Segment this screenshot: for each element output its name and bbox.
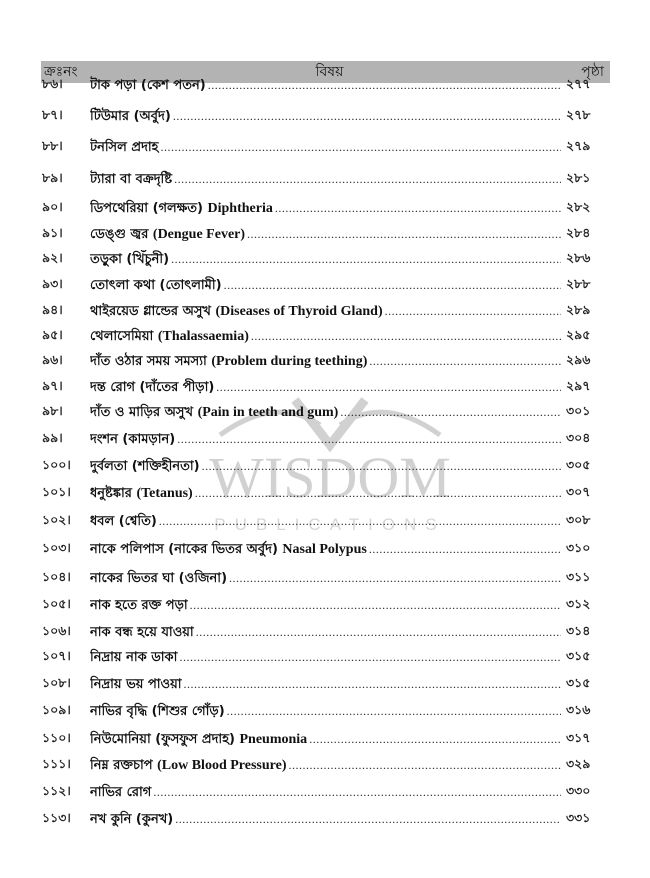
- entry-title: [90, 512, 159, 533]
- entry-number: ১০৩।: [42, 540, 71, 555]
- toc-entry-row[interactable]: [0, 807, 650, 833]
- entry-page-number: ৩০৪: [566, 430, 591, 445]
- entry-title-bengali: নাকে পলিপাস (নাকের ভিতর অর্বুদ): [90, 541, 278, 557]
- entry-title: [90, 596, 190, 617]
- toc-entry-row[interactable]: [0, 537, 650, 563]
- entry-page-number: ৩০১: [566, 403, 591, 418]
- entry-page-number: ২৮৮: [566, 276, 591, 291]
- entry-title-bengali: ডেঙ্গু জ্বর: [90, 226, 149, 242]
- toc-entry-row[interactable]: [0, 135, 650, 161]
- entry-page-number: ৩০৭: [566, 484, 591, 499]
- header-serial-label: ক্রঃনং: [44, 64, 78, 80]
- entry-title: [90, 675, 184, 696]
- entry-title-english: (Thalassaemia): [157, 328, 249, 344]
- toc-entry-row[interactable]: [0, 672, 650, 698]
- entry-title-bengali: দুর্বলতা (শক্তিহীনতা): [90, 458, 200, 474]
- entry-number: ১১০।: [42, 730, 71, 745]
- dot-leader: [179, 650, 561, 665]
- entry-title-bengali: থাইরয়েড গ্লান্ডের অসুখ: [90, 303, 211, 319]
- toc-entry-row[interactable]: [0, 509, 650, 535]
- entry-title-wrap: [90, 225, 561, 246]
- entry-number: ৮৭।: [42, 107, 63, 122]
- entry-title: [90, 540, 369, 561]
- entry-number: ৯০।: [42, 199, 63, 214]
- toc-entry-row[interactable]: [0, 167, 650, 193]
- entry-page-number: ৩১৫: [566, 648, 591, 663]
- entry-title: [90, 225, 247, 246]
- entry-number: ৮৯।: [42, 170, 63, 185]
- entry-title: [90, 783, 153, 804]
- entry-number: ৯৬।: [42, 352, 63, 367]
- entry-title-bengali: দাঁত ও মাড়ির অসুখ: [90, 404, 194, 420]
- entry-title: [90, 702, 227, 723]
- entry-page-number: ২৯৭: [566, 378, 591, 393]
- entry-title-bengali: তোৎলা কথা (তোৎলামী): [90, 277, 222, 293]
- dot-leader: [195, 486, 561, 501]
- entry-number: ১০৮।: [42, 675, 71, 690]
- entry-title-english: Pneumonia: [239, 731, 308, 747]
- entry-title-wrap: [90, 138, 561, 159]
- toc-entry-row[interactable]: [0, 375, 650, 401]
- entry-number: ৮৬।: [42, 76, 63, 91]
- entry-page-number: ২৮২: [566, 199, 591, 214]
- entry-title-wrap: [90, 107, 561, 128]
- entry-title-wrap: [90, 302, 561, 323]
- entry-title-wrap: [90, 250, 561, 271]
- entry-title: [90, 107, 173, 128]
- toc-entry-row[interactable]: [0, 620, 650, 646]
- entry-title-wrap: [90, 648, 561, 669]
- entry-title-wrap: [90, 403, 561, 424]
- entry-title-bengali: টনসিল প্রদাহ: [90, 139, 159, 155]
- entry-title-bengali: টাক পড়া (কেশ পতন): [90, 77, 206, 93]
- toc-entry-row[interactable]: [0, 273, 650, 299]
- entry-page-number: ৩১৭: [566, 730, 591, 745]
- header-page-label: পৃষ্ঠা: [581, 64, 604, 80]
- entry-page-number: ৩৩১: [566, 810, 591, 825]
- entry-title: [90, 378, 216, 399]
- toc-entry-row[interactable]: [0, 593, 650, 619]
- entry-page-number: ৩১৬: [566, 702, 591, 717]
- toc-entry-row[interactable]: [0, 780, 650, 806]
- entry-title-bengali: নিম্ন রক্তচাপ: [90, 757, 153, 773]
- entry-page-number: ২৮৪: [566, 225, 591, 240]
- entry-title: [90, 250, 171, 271]
- entry-page-number: ৩২৯: [566, 756, 591, 771]
- toc-entry-row[interactable]: [0, 645, 650, 671]
- dot-leader: [173, 109, 561, 124]
- entry-title: [90, 569, 229, 590]
- entry-number: ৯৩।: [42, 276, 63, 291]
- entry-title-wrap: [90, 596, 561, 617]
- entry-page-number: ৩০৮: [566, 512, 591, 527]
- toc-entry-row[interactable]: [0, 104, 650, 130]
- toc-entry-row[interactable]: [0, 196, 650, 222]
- entry-title-wrap: [90, 702, 561, 723]
- watermark-brand: WISDOM: [209, 445, 451, 510]
- dot-leader: [216, 380, 561, 395]
- entry-page-number: ২৯৫: [566, 327, 591, 342]
- toc-entry-row[interactable]: [0, 400, 650, 426]
- entry-title-wrap: [90, 352, 561, 373]
- entry-page-number: ২৯৬: [566, 352, 591, 367]
- toc-entry-row[interactable]: [0, 481, 650, 507]
- entry-title: [90, 352, 369, 373]
- entry-title-wrap: [90, 170, 561, 191]
- entry-title-bengali: দন্ত রোগ (দাঁতের পীড়া): [90, 379, 215, 395]
- entry-title-wrap: [90, 623, 561, 644]
- watermark-subtitle: PUBLICATIONS: [214, 515, 446, 534]
- entry-page-number: ২৭৮: [566, 107, 591, 122]
- dot-leader: [227, 704, 561, 719]
- entry-title: [90, 457, 202, 478]
- entry-page-number: ৩১০: [566, 540, 591, 555]
- dot-leader: [190, 598, 561, 613]
- entry-title: [90, 327, 251, 348]
- dot-leader: [369, 354, 561, 369]
- entry-title-wrap: [90, 276, 561, 297]
- entry-title-wrap: [90, 76, 561, 97]
- dot-leader: [275, 201, 561, 216]
- toc-entry-row[interactable]: [0, 454, 650, 480]
- entry-title-english: (Tetanus): [136, 485, 193, 501]
- toc-entry-row[interactable]: [0, 727, 650, 753]
- entry-page-number: ২৮১: [566, 170, 591, 185]
- entry-number: ১০০।: [42, 457, 71, 472]
- dot-leader: [159, 514, 561, 529]
- entry-title-wrap: [90, 810, 561, 831]
- entry-title-wrap: [90, 756, 561, 777]
- entry-title-english: (Problem during teething): [211, 353, 368, 369]
- dot-leader: [161, 140, 562, 155]
- entry-title: [90, 484, 195, 505]
- entry-title-english: (Diseases of Thyroid Gland): [215, 303, 383, 319]
- entry-title: [90, 76, 208, 97]
- header-subject-label: বিষয়: [315, 64, 344, 80]
- entry-title: [90, 648, 179, 669]
- entry-page-number: ৩১৫: [566, 675, 591, 690]
- dot-leader: [177, 432, 561, 447]
- entry-title-bengali: নখ কুনি (কুনখ): [90, 811, 174, 827]
- entry-title: [90, 276, 224, 297]
- entry-title-wrap: [90, 430, 561, 451]
- entry-page-number: ৩০৫: [566, 457, 591, 472]
- entry-title-wrap: [90, 378, 561, 399]
- entry-title-wrap: [90, 484, 561, 505]
- entry-page-number: ৩১২: [566, 596, 591, 611]
- entry-number: ৯৭।: [42, 378, 63, 393]
- entry-title: [90, 403, 340, 424]
- entry-page-number: ২৭৯: [566, 138, 591, 153]
- entry-title-bengali: নিউমোনিয়া (ফুসফুস প্রদাহ): [90, 731, 235, 747]
- entry-page-number: ২৮৯: [566, 302, 591, 317]
- dot-leader: [196, 625, 561, 640]
- entry-page-number: ৩১১: [566, 569, 591, 584]
- entry-number: ১০২।: [42, 512, 71, 527]
- entry-number: ৯৪।: [42, 302, 63, 317]
- entry-title-wrap: [90, 783, 561, 804]
- dot-leader: [175, 812, 561, 827]
- toc-entry-row[interactable]: [0, 222, 650, 248]
- entry-title: [90, 810, 175, 831]
- toc-entry-row[interactable]: [0, 73, 650, 99]
- entry-title-bengali: দাঁত ওঠার সময় সমস্যা: [90, 353, 207, 369]
- entry-title-bengali: ধবল (শ্বেতি): [90, 513, 157, 529]
- entry-title-english: (Pain in teeth and gum): [197, 404, 339, 420]
- dot-leader: [340, 405, 561, 420]
- toc-entry-row[interactable]: [0, 427, 650, 453]
- entry-number: ১০৭।: [42, 648, 71, 663]
- entry-title-wrap: [90, 675, 561, 696]
- entry-number: ১১৩।: [42, 810, 71, 825]
- entry-title-bengali: নাভির বৃদ্ধি (শিশুর গোঁড়): [90, 703, 225, 719]
- entry-number: ৯৯।: [42, 430, 63, 445]
- entry-title: [90, 623, 196, 644]
- entry-title-bengali: নাভির রোগ: [90, 784, 152, 800]
- entry-title-wrap: [90, 199, 561, 220]
- entry-title-wrap: [90, 569, 561, 590]
- toc-entry-row[interactable]: [0, 566, 650, 592]
- dot-leader: [229, 571, 561, 586]
- entry-title-english: (Dengue Fever): [152, 226, 246, 242]
- entry-title-english: (Low Blood Pressure): [157, 757, 287, 773]
- dot-leader: [385, 304, 561, 319]
- entry-title: [90, 302, 385, 323]
- entry-title-wrap: [90, 327, 561, 348]
- entry-number: ১০৬।: [42, 623, 71, 638]
- dot-leader: [309, 732, 561, 747]
- entry-title-bengali: থেলাসেমিয়া: [90, 328, 154, 344]
- entry-title-wrap: [90, 457, 561, 478]
- toc-entry-row[interactable]: [0, 349, 650, 375]
- dot-leader: [153, 785, 561, 800]
- entry-title-wrap: [90, 730, 561, 751]
- dot-leader: [251, 329, 561, 344]
- entry-page-number: ২৭৭: [566, 76, 591, 91]
- entry-title: [90, 138, 161, 159]
- entry-title-wrap: [90, 512, 561, 533]
- toc-entry-row[interactable]: [0, 753, 650, 779]
- toc-entry-row[interactable]: [0, 299, 650, 325]
- dot-leader: [247, 227, 561, 242]
- dot-leader: [369, 542, 561, 557]
- entry-number: ১০৪।: [42, 569, 71, 584]
- entry-title-wrap: [90, 540, 561, 561]
- entry-page-number: ২৮৬: [566, 250, 591, 265]
- entry-number: ১১১।: [42, 756, 71, 771]
- entry-page-number: ৩৩০: [566, 783, 591, 798]
- entry-page-number: ৩১৪: [566, 623, 591, 638]
- entry-title-bengali: ডিপথেরিয়া (গলক্ষত): [90, 200, 203, 216]
- dot-leader: [184, 677, 561, 692]
- entry-title-bengali: নাক হতে রক্ত পড়া: [90, 597, 188, 613]
- entry-title-bengali: নিদ্রায় ভয় পাওয়া: [90, 676, 182, 692]
- entry-title-bengali: ট্যারা বা বক্রদৃষ্টি: [90, 171, 173, 187]
- entry-title: [90, 430, 177, 451]
- entry-number: ৯৫।: [42, 327, 63, 342]
- dot-leader: [202, 459, 561, 474]
- dot-leader: [171, 252, 561, 267]
- entry-number: ১১২।: [42, 783, 71, 798]
- entry-title: [90, 199, 275, 220]
- entry-number: ১০৫।: [42, 596, 71, 611]
- toc-entry-row[interactable]: [0, 324, 650, 350]
- entry-title-english: Diphtheria: [207, 200, 273, 216]
- entry-title-bengali: তড়ুকা (খিঁচুনী): [90, 251, 170, 267]
- entry-title-bengali: ধনুষ্টঙ্কার: [90, 485, 132, 501]
- entry-title-bengali: টিউমার (অর্বুদ): [90, 108, 171, 124]
- entry-number: ৯৮।: [42, 403, 63, 418]
- entry-title: [90, 730, 309, 751]
- entry-number: ৮৮।: [42, 138, 63, 153]
- entry-title: [90, 756, 288, 777]
- dot-leader: [224, 278, 561, 293]
- toc-entry-row[interactable]: [0, 699, 650, 725]
- dot-leader: [208, 78, 561, 93]
- entry-title-bengali: নিদ্রায় নাক ডাকা: [90, 649, 178, 665]
- dot-leader: [288, 758, 561, 773]
- entry-title-bengali: দংশন (কামড়ান): [90, 431, 176, 447]
- entry-number: ৯২।: [42, 250, 63, 265]
- entry-title-bengali: নাক বন্ধ হয়ে যাওয়া: [90, 624, 194, 640]
- dot-leader: [174, 172, 561, 187]
- entry-title-english: Nasal Polypus: [282, 541, 367, 557]
- entry-number: ৯১।: [42, 225, 63, 240]
- entry-title-bengali: নাকের ভিতর ঘা (ওজিনা): [90, 570, 228, 586]
- entry-number: ১০১।: [42, 484, 71, 499]
- entry-number: ১০৯।: [42, 702, 71, 717]
- entry-title: [90, 170, 174, 191]
- toc-entry-row[interactable]: [0, 247, 650, 273]
